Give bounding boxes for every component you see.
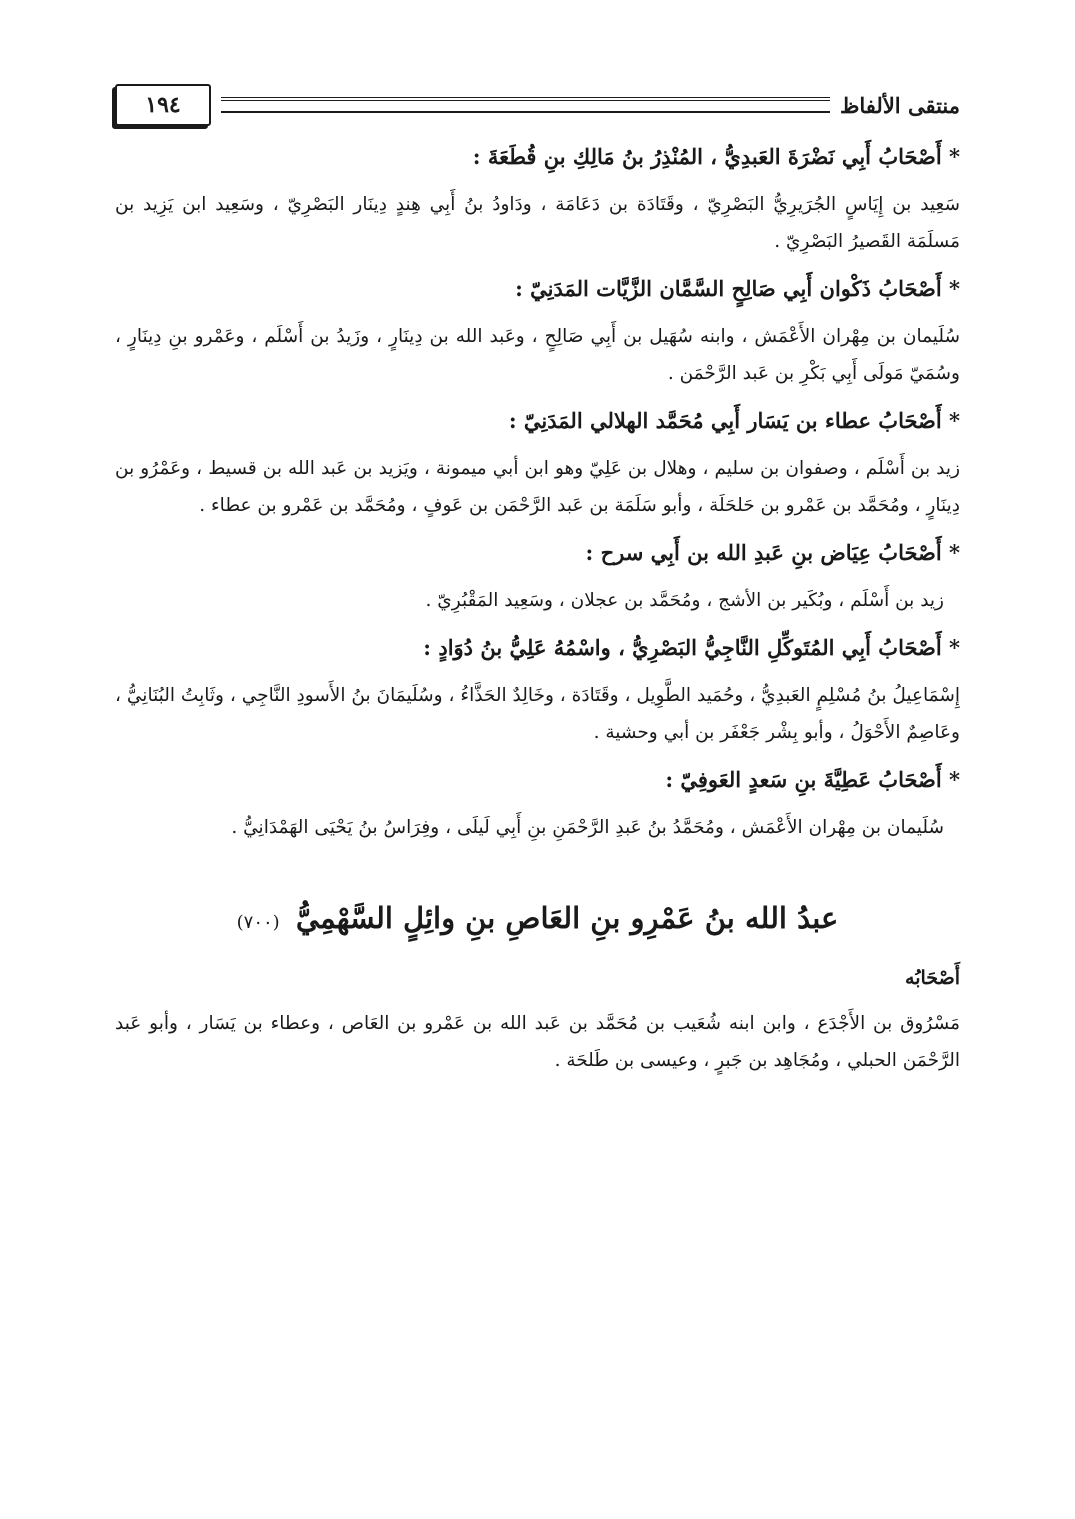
entry-title-text: عبدُ الله بنُ عَمْرِو بنِ العَاصِ بنِ وائِلٍ السَّهْمِيُّ: [295, 901, 839, 935]
section-heading: * أَصْحَابُ عَطِيَّةَ بنِ سَعدٍ العَوفِيّ :: [665, 767, 960, 792]
book-page: [115, 82, 960, 1089]
section-body: سَعِيد بن إِيَاسٍ الجُرَيرِيُّ البَصْرِيّ ، وقَتَادَة بن دَعَامَة ، ودَاودُ بنُ أَبِي هِندٍ دِينَار البَصْرِيّ ، وسَعِيد ابن يَزِيد بن مَسلَمَة القَصيرُ البَصْرِيّ .: [115, 194, 960, 252]
page-number: ١٩٤: [115, 84, 211, 126]
book-title: منتقى الألفاظ: [839, 92, 960, 118]
section-heading: * أَصْحَابُ أَبِي نَضْرَةَ العَبدِيُّ ، المُنْذِرُ بنُ مَالِكِ بنِ قُطَعَةَ :: [472, 144, 960, 169]
page-header: [115, 82, 960, 128]
section-heading: * أَصْحَابُ عطاء بن يَسَار أَبِي مُحَمَّد الهلالي المَدَنِيّ :: [508, 408, 960, 433]
entry-sub-heading: أَصْحَابُه: [905, 967, 960, 989]
footnote-reference: (٧٠٠): [236, 912, 280, 933]
section-body: سُلَيمان بن مِهْران الأَعْمَش ، ومُحَمَّدُ بنُ عَبدِ الرَّحْمَنِ بنِ أَبِي لَيلَى ، وفِرَاسُ بنُ يَحْيَى الهَمْدَانِيُّ .: [231, 817, 944, 838]
header-rule: [221, 97, 830, 113]
section-body: زيد بن أَسْلَم ، وصفوان بن سليم ، وهلال بن عَلِيّ وهو ابن أبي ميمونة ، ويَزيد بن عَبد الله بن قسيط ، وعَمْرُو بن دِينَارٍ ، ومُحَمَّد بن عَمْرو بن حَلحَلَة ، وأبو سَلَمَة بن عَبد الرَّحْمَن بن عَوفٍ ، ومُحَمَّد بن عَمْرو بن عطاء .: [115, 458, 960, 516]
section-body: إِسْمَاعِيلُ بنُ مُسْلِمٍ العَبدِيُّ ، وحُمَيد الطَّوِيل ، وقَتَادَة ، وخَالِدٌ الحَذَّاءُ ، وسُلَيمَانَ بنُ الأَسودِ النَّاجِي ، وثَابِتُ البُنَانِيُّ ، وعَاصِمٌ الأَحْوَلُ ، وأبو بِشْر جَعْفَر بن أبي وحشية .: [115, 685, 960, 743]
section-heading: * أَصْحَابُ عِيَاض بنِ عَبدِ الله بن أَبِي سرح :: [585, 540, 960, 565]
section-body: سُلَيمان بن مِهْران الأَعْمَش ، وابنه سُهَيل بن أَبِي صَالِحٍ ، وعَبد الله بن دِينَارٍ ، وزَيدُ بن أَسْلَم ، وعَمْرو بنِ دِينَارٍ ، وسُمَيّ مَولَى أَبِي بَكْرِ بن عَبد الرَّحْمَن .: [115, 326, 960, 384]
entry-title: [115, 896, 960, 945]
section-body: زيد بن أَسْلَم ، وبُكَير بن الأشج ، ومُحَمَّد بن عجلان ، وسَعِيد المَقْبُرِيّ .: [425, 590, 944, 611]
section-heading: * أَصْحَابُ ذَكْوان أَبِي صَالِحٍ السَّمَّان الزَّيَّات المَدَنِيّ :: [515, 276, 960, 301]
section-heading: * أَصْحَابُ أَبِي المُتَوكِّلِ النَّاجِيُّ البَصْرِيُّ ، واسْمُهُ عَلِيُّ بنُ دُوَادٍ :: [423, 635, 960, 660]
entry-body: مَسْرُوق بن الأَجْدَع ، وابن ابنه شُعَيب بن مُحَمَّد بن عَبد الله بن عَمْرو بن العَاص ، وعطاء بن يَسَار ، وأبو عَبد الرَّحْمَن الحبلي ، ومُجَاهِد بن جَبرٍ ، وعيسى بن طَلحَة .: [115, 1013, 960, 1071]
